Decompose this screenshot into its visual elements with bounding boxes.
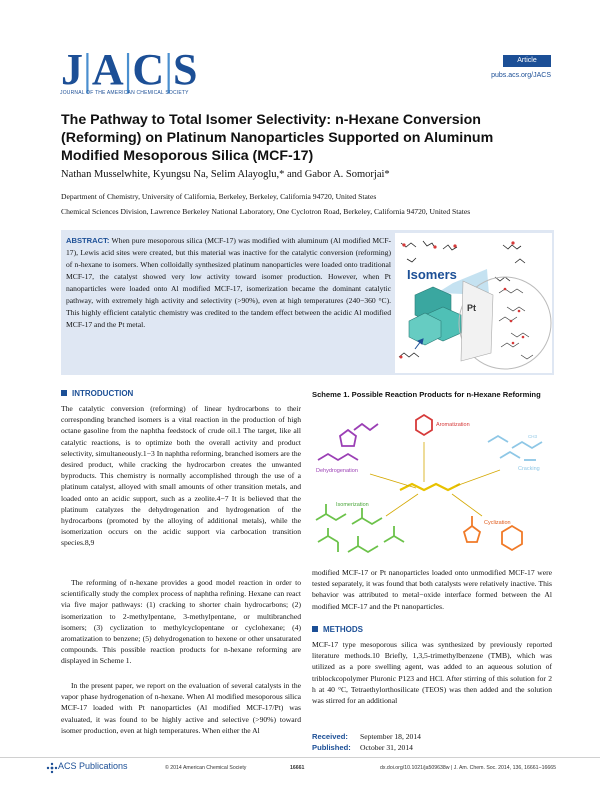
logo-letter: S — [173, 45, 198, 94]
intro-heading-text: INTRODUCTION — [72, 389, 134, 398]
received-date — [312, 732, 552, 743]
page-number: 16661 — [290, 765, 305, 771]
abstract-body: When pure mesoporous silica (MCF-17) was modified with aluminum (Al modified MCF-17), Lewis acid sites were created, but this material was inactive for the catalytic conversion (reforming) of n-hexane to isomers. When colloidally synthesized platinum nanoparticles were loaded onto traditional MCF-17, the catalyst showed very low activity toward isomer production. However, when Pt nanoparticles were loaded onto Al modified MCF-17, isomerization became the dominant catalytic pathway, with extremely high activity and selectivity (>90%), even at high temperatures (240−360 °C). This highly efficient catalytic chemistry was credited to the tandem effect between the acidic Al modified MCF-17 and the Pt metal. — [66, 236, 391, 329]
article-title: The Pathway to Total Isomer Selectivity: n-Hexane Conversion (Reforming) on Platinum Nanoparticles Supported on Aluminum Modified Mesoporous Silica (MCF-17) — [61, 112, 494, 164]
right-paragraph-1: modified MCF-17 or Pt nanoparticles loaded onto unmodified MCF-17 were tested separately, it was found that both catalysts were relatively inactive. This behavior was attributed to metal−oxide interface formed between the Al modified MCF-17 and the Pt nanoparticles. — [312, 568, 552, 611]
ch3-label: CH3 — [528, 434, 538, 439]
article-type-badge: Article — [503, 55, 551, 67]
author-list: Nathan Musselwhite, Kyungsu Na, Selim Alayoglu,* and Gabor A. Somorjai* — [61, 169, 390, 180]
logo-letter: C — [132, 45, 165, 94]
intro-paragraph-2: The reforming of n-hexane provides a good model reaction in order to scientifically study the complex process of naphtha refining. Hexane can react via five major pathways: (1) cracking to shorter chain hydrocarbons; (2) isomerization to 2-methylpentane, 3-methylpentane, or multibranched isomers; (3) cyclization to methylcyclopentane or cyclohexane; (4) aromatization to benzene; (5) dehydrogenation to hexene or other unsaturated compounds. This possible reaction products for n-hexane reforming are displayed in Scheme 1. — [61, 578, 301, 666]
abstract-label: ABSTRACT: — [66, 236, 110, 245]
abstract-text — [66, 235, 391, 331]
methods-heading-text: METHODS — [323, 625, 363, 634]
cyclization-label: Cyclization — [484, 520, 511, 526]
logo-letter: A — [91, 45, 124, 94]
acs-logo-icon — [46, 762, 58, 774]
scheme-diagram — [312, 412, 552, 562]
toc-isomers-label: Isomers — [407, 267, 457, 282]
intro-heading — [61, 389, 133, 398]
methods-paragraph: MCF-17 type mesoporous silica was synthesized by previously reported literature methods.10 Briefly, 1,3,5-trimethylbenzene (TMB), which was utilized as a pore swelling agent, was added to an aqueous solution of triblockcopolymer Pluronic P123 and HCl. After stirring of this solution for 2 h at 40 °C, Tetraethylorthosilicate (TEOS) was then added and the solution was stirred for an additional — [312, 640, 552, 706]
section-marker-icon — [312, 626, 318, 632]
publisher-name: ACS Publications — [58, 761, 128, 771]
published-label: Published: — [312, 743, 351, 752]
affiliation-2: Chemical Sciences Division, Lawrence Berkeley National Laboratory, One Cyclotron Road, Berkeley, California 94720, United States — [61, 207, 471, 216]
copyright: © 2014 American Chemical Society — [165, 765, 247, 771]
published-date — [312, 743, 552, 754]
affiliation-1: Department of Chemistry, University of California, Berkeley, Berkeley, California 94720, United States — [61, 192, 377, 201]
doi-citation-link[interactable]: dx.doi.org/10.1021/ja509638w | J. Am. Chem. Soc. 2014, 136, 16661−16665 — [380, 765, 556, 771]
toc-graphic — [395, 233, 552, 373]
journal-url-link[interactable]: pubs.acs.org/JACS — [491, 72, 551, 79]
received-label: Received: — [312, 732, 348, 741]
intro-paragraph-1: The catalytic conversion (reforming) of linear hydrocarbons to their corresponding branched isomers is a vital reaction in the production of high octane gasoline from the naphtha feedstock of crude oil.1 The target, like all catalytic reactions, is to optimize both the overall activity and product selectivity, simultaneously.1−3 In naphtha reforming, branched isomers are the desired product, while cracking the hydrocarbon creates the unwanted byproducts. This chemistry is normally accomplished through the use of a platinum catalyst, alloyed with small amounts of other transition metals, and loaded onto an acidic support, such as a zeolite.4−7 It is believed that the platinum catalyzes the dehydrogenation and hydrogenation of the hydrocarbons (promoted by the alloying of additional metals), while the isomerization occurs on the acidic support via carbocation transition species.8,9 — [61, 404, 301, 548]
journal-name: JOURNAL OF THE AMERICAN CHEMICAL SOCIETY — [60, 90, 189, 96]
isomerization-label: Isomerization — [336, 502, 369, 508]
published-value: October 31, 2014 — [360, 743, 413, 752]
scheme-title: Scheme 1. Possible Reaction Products for n-Hexane Reforming — [312, 390, 541, 399]
cracking-label: Cracking — [518, 466, 540, 472]
toc-pt-label: Pt — [467, 303, 476, 313]
aromatization-label: Aromatization — [436, 422, 470, 428]
methods-heading — [312, 625, 363, 634]
received-value: September 18, 2014 — [360, 732, 421, 741]
section-marker-icon — [61, 390, 67, 396]
journal-logo: J|A|C|S — [61, 45, 198, 94]
footer-divider — [0, 757, 600, 758]
logo-letter: J — [61, 45, 83, 94]
dehydrogenation-label: Dehydrogenation — [316, 468, 358, 474]
intro-paragraph-3: In the present paper, we report on the evaluation of several catalysts in the vapor phase hydrogenation of n-hexane. When Al modified mesoporous silica MCF-17 loaded with Pt nanoparticles (Al modified MCF-17/Pt) was evaluated, it was found to be highly active and selective (>90%) toward isomer production, even at high temperatures. When either the Al — [61, 681, 301, 735]
